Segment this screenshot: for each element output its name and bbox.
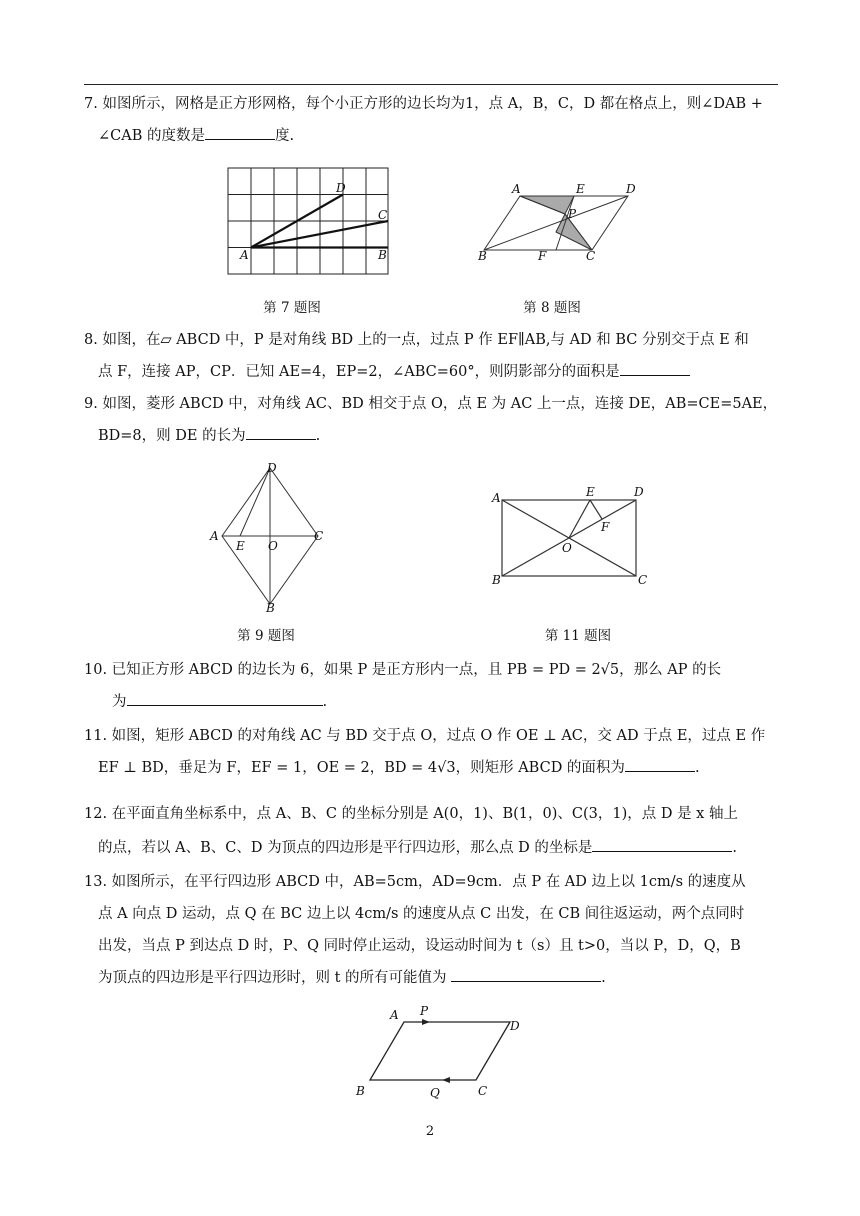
header-rule bbox=[84, 84, 778, 85]
q11-line1: 11. 如图，矩形 ABCD 的对角线 AC 与 BD 交于点 O，过点 O 作 OE ⊥ AC，交 AD 于点 E，过点 E 作 bbox=[84, 728, 766, 744]
fig8-label-b: B bbox=[478, 249, 487, 262]
fig8-label-a: A bbox=[512, 182, 521, 196]
fig8-label-p: P bbox=[568, 207, 577, 221]
fig8-label-e: E bbox=[576, 182, 585, 196]
figure-9-rhombus bbox=[204, 460, 334, 616]
answer-blank bbox=[592, 833, 732, 852]
question-12 bbox=[84, 796, 784, 864]
answer-blank bbox=[205, 121, 275, 140]
fig11-label-d: D bbox=[634, 485, 644, 499]
fig13-label-c: C bbox=[478, 1084, 488, 1098]
q13-line1: 13. 如图所示，在平行四边形 ABCD 中，AB=5cm，AD=9cm．点 P 在 AD 边上以 1cm/s 的速度从 bbox=[84, 874, 746, 890]
q13-line3: 出发，当点 P 到达点 D 时，P、Q 同时停止运动，设运动时间为 t（s）且 t>0，当以 P，D，Q，B bbox=[98, 938, 741, 954]
q9-text: BD=8，则 DE 的长为 bbox=[98, 428, 246, 444]
fig8-label-c: C bbox=[586, 249, 596, 262]
fig9-label-a: A bbox=[210, 529, 219, 543]
arrow-right-icon bbox=[422, 1019, 430, 1025]
q7-line1: 7. 如图所示，网格是正方形网格，每个小正方形的边长均为1，点 A，B，C，D 都在格点上，则∠DAB + bbox=[84, 96, 763, 112]
fig7-label-d: D bbox=[336, 181, 346, 195]
q8-line2 bbox=[84, 356, 784, 388]
fig8-label-f: F bbox=[538, 249, 547, 262]
q10-line2 bbox=[84, 686, 784, 718]
fig8-label-d: D bbox=[626, 182, 636, 196]
fig13-label-p: P bbox=[420, 1004, 429, 1018]
fig9-label-e: E bbox=[236, 539, 245, 553]
q9-text-end: . bbox=[315, 428, 321, 444]
fig7-label-a: A bbox=[240, 248, 249, 262]
q13-text: 为顶点的四边形是平行四边形时，则 t 的所有可能值为 bbox=[98, 970, 447, 986]
answer-blank bbox=[625, 753, 695, 772]
q12-line2 bbox=[84, 832, 784, 864]
answer-blank bbox=[620, 357, 690, 376]
fig7-caption: 第 7 题图 bbox=[263, 300, 321, 316]
figure-13-parallelogram bbox=[350, 1000, 540, 1108]
q13-line4 bbox=[84, 962, 784, 994]
q8-line1: 8. 如图，在▱ ABCD 中，P 是对角线 BD 上的一点，过点 P 作 EF∥AB,与 AD 和 BC 分别交于点 E 和 bbox=[84, 332, 749, 348]
fig11-label-f: F bbox=[601, 520, 610, 534]
fig11-caption: 第 11 题图 bbox=[544, 628, 612, 644]
fig8-caption: 第 8 题图 bbox=[523, 300, 581, 316]
q13-text-end: . bbox=[601, 970, 606, 986]
q11-text: EF ⊥ BD，垂足为 F，EF = 1，OE = 2，BD = 4√3，则矩形 ABCD 的面积为 bbox=[98, 760, 625, 776]
q7-line2 bbox=[84, 120, 784, 152]
question-9 bbox=[84, 388, 784, 452]
question-7 bbox=[84, 88, 784, 152]
figure-7-grid bbox=[218, 162, 398, 282]
fig9-label-c: C bbox=[314, 529, 324, 543]
question-11 bbox=[84, 720, 784, 784]
q13-line2: 点 A 向点 D 运动，点 Q 在 BC 边上以 4cm/s 的速度从点 C 出发，在 CB 间往返运动，两个点同时 bbox=[98, 906, 745, 922]
q9-line1: 9. 如图，菱形 ABCD 中，对角线 AC、BD 相交于点 O，点 E 为 AC 上一点，连接 DE，AB=CE=5AE， bbox=[84, 396, 778, 412]
fig13-label-a: A bbox=[390, 1008, 399, 1022]
fig11-label-o: O bbox=[562, 541, 572, 555]
q7-text: ∠CAB 的度数是 bbox=[98, 128, 205, 144]
fig9-caption: 第 9 题图 bbox=[237, 628, 295, 644]
figure-8-parallelogram bbox=[470, 180, 650, 262]
q12-text: 的点，若以 A、B、C、D 为顶点的四边形是平行四边形，那么点 D 的坐标是 bbox=[98, 840, 593, 856]
answer-blank bbox=[451, 963, 601, 982]
q11-line2 bbox=[84, 752, 784, 784]
fig7-label-c: C bbox=[378, 208, 388, 222]
q10-text-end: . bbox=[322, 694, 328, 710]
fig9-label-d: D bbox=[267, 461, 277, 475]
fig9-label-b: B bbox=[266, 601, 275, 615]
fig11-label-a: A bbox=[492, 491, 501, 505]
fig11-label-c: C bbox=[638, 573, 648, 587]
fig13-label-b: B bbox=[356, 1084, 365, 1098]
fig11-label-e: E bbox=[586, 485, 595, 499]
question-13 bbox=[84, 866, 784, 994]
question-8 bbox=[84, 324, 784, 388]
q12-text-end: . bbox=[732, 840, 738, 856]
fig9-label-o: O bbox=[268, 539, 278, 553]
fig11-label-b: B bbox=[492, 573, 501, 587]
answer-blank bbox=[127, 687, 323, 706]
q9-line2 bbox=[84, 420, 784, 452]
fig13-label-q: Q bbox=[430, 1086, 440, 1100]
q12-line1: 12. 在平面直角坐标系中，点 A、B、C 的坐标分别是 A(0，1)、B(1，0)、C(3，1)，点 D 是 x 轴上 bbox=[84, 806, 738, 822]
q10-line1: 10. 已知正方形 ABCD 的边长为 6，如果 P 是正方形内一点，且 PB = PD = 2√5，那么 AP 的长 bbox=[84, 662, 722, 678]
page-number: 2 bbox=[425, 1124, 435, 1139]
figure-11-rectangle bbox=[486, 480, 656, 590]
answer-blank bbox=[246, 421, 316, 440]
fig7-label-b: B bbox=[378, 248, 387, 262]
q11-text-end: . bbox=[694, 760, 700, 776]
q7-text-end: 度. bbox=[274, 128, 295, 144]
question-10 bbox=[84, 654, 784, 718]
q10-text: 为 bbox=[112, 694, 127, 710]
q8-text: 点 F，连接 AP，CP．已知 AE=4，EP=2，∠ABC=60°，则阴影部分的面积是 bbox=[98, 364, 620, 380]
fig13-label-d: D bbox=[510, 1019, 520, 1033]
arrow-left-icon bbox=[442, 1077, 450, 1083]
